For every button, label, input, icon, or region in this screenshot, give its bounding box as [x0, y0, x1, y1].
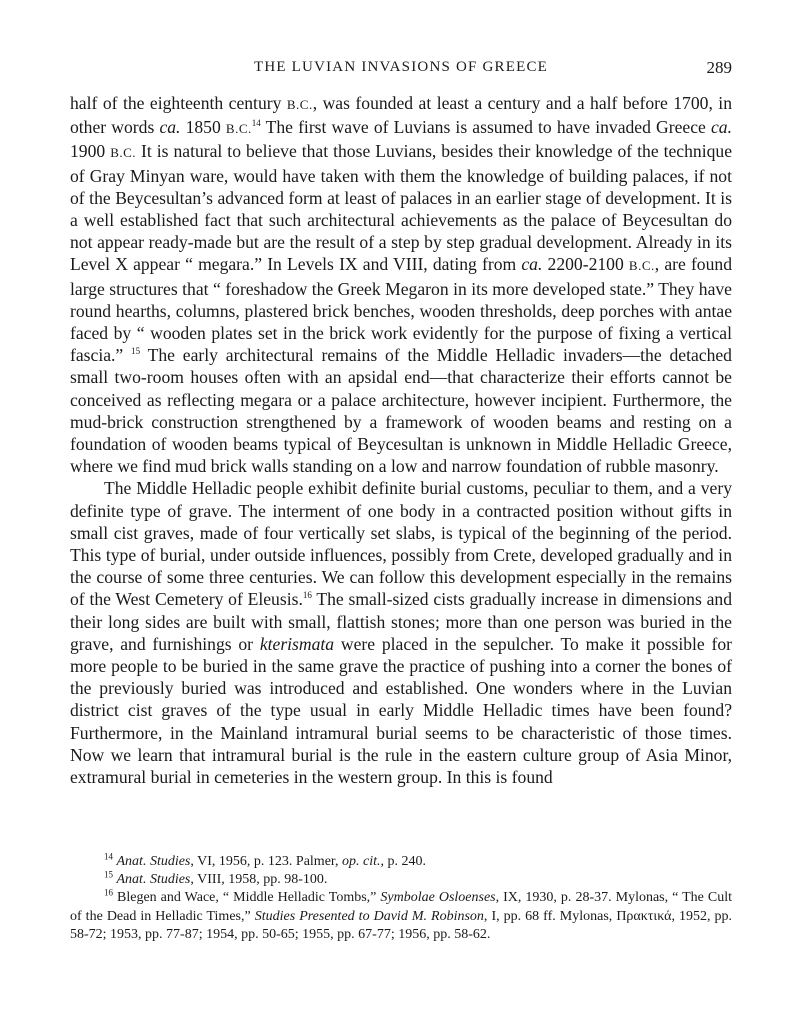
text-run: , I, pp. 68 ff. Mylonas, [483, 908, 617, 924]
text-run: , 1952, pp. 58-72; 1953, pp. 77-87; 1954, pp. 50-65; 1955, pp. 67-77; 1956, pp. 58-62. [70, 908, 733, 942]
footnote-number: 15 [104, 869, 113, 880]
era-abbreviation: B.C. [286, 97, 313, 112]
citation-title: Symbolae Osloenses [380, 890, 496, 906]
era-abbreviation: B.C. [110, 145, 137, 161]
footnote-number: 14 [104, 851, 113, 862]
footnote-14 [70, 853, 732, 871]
running-header [70, 56, 732, 80]
italic-term: kterismata [259, 633, 335, 654]
text-run: , IX, 1930, p. 28-37. Mylonas, “ The Cult of the Dead in Helladic Times,” [70, 890, 732, 924]
text-run: The first wave of Luvians is assumed to have invaded Greece [260, 117, 711, 138]
footnote-15 [70, 871, 732, 889]
text-run: were placed in the sepulcher. To make it possible for more people to be buried in the same grave the practice of pushing into a corner the bones of the previously buried was introduced and established. One wonders where in the Luvian district cist graves of the type usual in early Middle Helladic times have been found? Furthermore, in the Mainland intramural burial seems to be characteristic of those times. Now we learn that intramural burial is the rule in the eastern culture group of Asia Minor, extramural burial in cemeteries in the western group. In this is found [70, 633, 733, 788]
page-number: 289 [706, 58, 732, 77]
text-run: The small-sized cists gradually increase in dimensions and their long sides are built with small, flattish stones; more than one person was buried in the grave, and furnishings or [70, 589, 732, 654]
text-run: 1850 [180, 117, 226, 138]
text-run: , VIII, 1958, pp. 98-100. [190, 872, 328, 888]
footnote-ref-15[interactable]: 15 [131, 346, 141, 357]
citation-title: op. cit. [342, 854, 381, 869]
era-abbreviation: B.C. [628, 258, 655, 274]
text-run: half of the eighteenth century [70, 93, 287, 113]
paragraph-2 [70, 477, 732, 788]
text-run: It is natural to believe that those Luvians, besides their knowledge of the technique of Gray Minyan ware, would have taken with them the knowledge of building palaces, if not of the Beycesultan’s advanced form at least of palaces in an earlier stage of development. It is a well established fact that such architectural achievements as the palace of Beycesultan do not appear ready-made but are the result of a step by step gradual development. Already in its Level X appear “ megara.” In Levels IX and VIII, dating from [70, 141, 733, 275]
footnotes [70, 853, 732, 944]
text-run: 2200-2100 [542, 254, 629, 275]
footnote-16 [70, 889, 732, 944]
body-text [70, 92, 732, 788]
text-run: The Middle Helladic people exhibit definite burial customs, peculiar to them, and a very definite type of grave. The interment of one body in a contracted position without gifts in small cist graves, made of four vertically set slabs, is typical of the beginning of the period. This type of burial, under outside influences, possibly from Crete, developed gradually and in the course of some three centuries. We can follow this development especially in the remains of the West Cemetery of Eleusis. [70, 478, 732, 610]
text-run: , are found large structures that “ foreshadow the Greek Megaron in its more developed state.” They have round hearths, columns, plastered brick benches, wooden thresholds, deep porches with antae faced by “ wooden plates set in the brick work evidently for the purpose of fixing a vertical fascia.” [70, 254, 732, 366]
text-run: Blegen and Wace, “ Middle Helladic Tombs,” [117, 890, 381, 906]
citation-title: Studies Presented to David M. Robinson [254, 908, 484, 924]
footnote-number: 16 [104, 887, 113, 898]
circa-abbreviation: ca. [710, 117, 732, 138]
paragraph-1 [70, 92, 732, 477]
era-abbreviation: B.C. [225, 121, 252, 137]
text-run: , p. 240. [380, 854, 427, 869]
citation-title: Anat. Studies [116, 854, 191, 869]
footnote-ref-16[interactable]: 16 [302, 590, 312, 601]
text-run: , was founded at least a century and a half before 1700, in other words [70, 93, 732, 138]
circa-abbreviation: ca. [521, 254, 543, 275]
text-run: 1900 [70, 141, 111, 162]
text-run: The early architectural remains of the Middle Helladic invaders—the detached small two-room houses often with an apsidal end—that characterize their efforts cannot be conceived as reflecting megara or a palace architecture, however incipient. Furthermore, the mud-brick construction strengthened by a framework of wooden beams and resting on a foundation of wooden beams typical of Beycesultan is unknown in Middle Helladic Greece, where we find mud brick walls standing on a low and narrow foundation of rubble masonry. [70, 345, 732, 477]
text-run: , VI, 1956, p. 123. Palmer, [190, 854, 343, 869]
citation-title: Anat. Studies [116, 872, 191, 888]
circa-abbreviation: ca. [159, 117, 181, 138]
citation-title: Πρακτικά [616, 908, 672, 924]
running-title: THE LUVIAN INVASIONS OF GREECE [253, 59, 549, 75]
footnote-ref-14[interactable]: 14 [251, 118, 261, 129]
